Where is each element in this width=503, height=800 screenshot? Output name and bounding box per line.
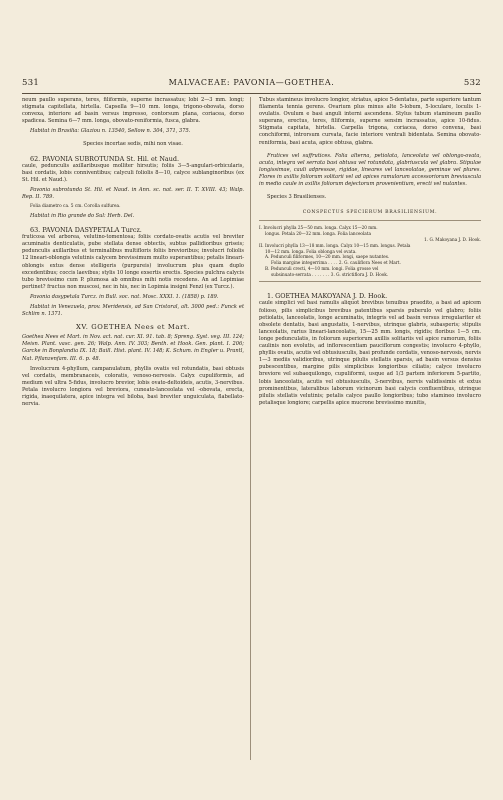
conspectus-line: A. Pedunculi filiformes, 10—20 mm. longi, saepe nutantes. bbox=[265, 254, 390, 260]
page-number-right: 532 bbox=[463, 78, 481, 88]
page-header bbox=[22, 78, 481, 90]
species-63-synonymy: Pavonia dasypetala Turcz. in Bull. soc. nat. Mosc. XXXI. 1. (1858) p. 189. bbox=[30, 293, 219, 300]
genus-involucrum-description: Involucrum 4-phyllum, campanulatum, phyllis ovatis vel rotundatis, basi obtusis vel cordatis, membranaceis, coloratis, venoso-nervosis. Calyx cupuliformis, ad medium vel ultra 5-fidus, involucro brevior, lobis ovato-deltoideis, acutis, 3-nervibus. Petala involucro longiora vel breviora, cuneato-lanceolata vel -obovata, erecta, rigida, inaequilatera, apice integra vel biloba, basi breviter unguiculata, flabellato-nervia. bbox=[22, 365, 244, 408]
column-divider bbox=[250, 97, 251, 760]
conspectus-line: Folia margine integerrima . . . . 2. G. cauliflora Nees et Mart. bbox=[271, 260, 401, 266]
page-number-left: 531 bbox=[22, 78, 40, 88]
left-column bbox=[22, 97, 244, 408]
conspectus-line: II. Involucri phylla 13—18 mm. longa. Calyx 10—15 mm. longus. Petala bbox=[259, 242, 411, 248]
conspectus-rule bbox=[259, 281, 481, 282]
species-62-heading: 62. PAVONIA SUBROTUNDA St. Hil. et Naud. bbox=[30, 154, 179, 163]
running-head: MALVACEAE: PAVONIA—GOETHEA. bbox=[168, 78, 335, 87]
genus-references: Goethea Nees et Mart. in Nov. act. nat. cur. XI. 91. tab. 8; Spreng. Syst. veg. III. 124; Meisn. Plant. vasc. gen. 26; Walp. Ann. IV. 303; Benth. et Hook. Gen. plant. I. 206; Garcke in Bonplandia IX. 18; Baill. Hist. plant. IV. 148; K. Schum. in Engler u. Prantl, Nat. Pflanzenfam. III. 6. p. 48. bbox=[22, 334, 244, 362]
conspectus-line: 1. G. Makoyana J. D. Hook. bbox=[424, 236, 481, 242]
conspectus-rule bbox=[259, 220, 481, 221]
species-62-description: caule, pedunculis axillaribusque molliter hirsutis; foliis 3—5-angulari-orbicularis, basi cordatis, lobis conniventibus; calyculi foliolis 8—10, calyce sublanginoribus (ex St. Hil. et Naud.). bbox=[22, 162, 244, 183]
right-column bbox=[259, 97, 481, 407]
species-1-description: caule simplici vel basi ramulis aliquot brevibus tenuibus praedito, a basi ad apicem folioso, pilis simplicibus brevibus patentibus sparsis puberulo vel glabro; foliis petiolatis, lanceolatis, longe acuminatis, integris vel ad basin versus irregulariter et obsolete dentatis, basi angustatis, 1-nervibus, utrinque glabris, subasperis; stipulis lanceolatis, rarius lineari-lanceolatis, 15—25 mm. longis, rigidis; floribus 1—5 cm. longe pedunculatis, in foliorum superiorum axillis solitariis vel apice ramorum, foliis caulinis non evolutis, ad inflorescentiam pauciflorum congestis; involucro 4-phyllo, phyllis ovatis, acutis vel obtusiusculis, basi profunde cordatis, venoso-nervosis, nervis 1—3 mediis validioribus, utrinque pilulis stellatis sparsis, ad basin versus densius pubescentibus, margine pilis simplicibus longioribus ciliatis; calyce involucro breviore vel subaequilongo, cupuliformi, usque ad 1/3 partem inferiorem 5-partito, lobis lanceolatis, acutis vel obtusiusculis, 3-nervibus, nervis validissimis et extus prominentibus, lateralibus laborum vicinorum basi calycis confluentibus, utrinque pilulis stellatis velutinis; petalis calyce paullo longioribus; tubo stamineo involucro petalisque longiore; carpellis apice mucrone brevissimo munitis, bbox=[259, 300, 482, 406]
habitat-note: Habitat in Venezuela, prov. Meridensis, ad San Cristoral, alt. 3000 ped.: Funck et Schlim n. 1371. bbox=[22, 303, 244, 318]
conspectus-line: 10—12 mm. longa. Folia oblonga vel ovata. bbox=[265, 248, 357, 254]
incertae-heading: Species incertae sedis, mihi non visae. bbox=[83, 141, 183, 148]
habitat-note: Habitat in Brasilia: Glaziou n. 13540, Sellow n. 304, 371, 375. bbox=[30, 128, 191, 135]
conspectus-line: I. Involucri phylla 25—50 mm. longa. Calyx 15—20 mm. bbox=[259, 225, 378, 231]
habitat-note: Habitat in Rio grande do Sul: Herb. Del. bbox=[30, 213, 135, 220]
species-62-note: Folia diametro ca. 5 cm. Corolla sulfurea. bbox=[30, 204, 121, 210]
conspectus-line: longus. Petala 20—32 mm. longa. Folia lanceolata bbox=[265, 231, 371, 237]
species-count: Species 3 Brasilienses. bbox=[267, 194, 327, 201]
conspectus-line: subsinuato-serrata . . . . . . . 3. G. strictiflora J. D. Hook. bbox=[271, 271, 389, 277]
genus-habit-description: Frutices vel suffrutices. Folia alterna, petiolata, lanceolata vel oblongo-ovata, acuta, integra vel serrata basi obtusa vel rotundata, glabriuscula vel glabra. Stipulae longissimae, cauli adpressae, rigidae, lineares vel lanceolatae, geminae vel plures. Flores in axillis foliorum solitarii vel ad apices ramulorum accessoriorum breviuscula in medio caule in axillis foliorum dejectorum provenientium, erecti vel nutantes. bbox=[259, 152, 481, 188]
species-62-synonymy: Pavonia subrotunda St. Hil. et Naud. in Ann. sc. nat. ser. II. T. XVIII. 43; Walp. Rep. II. 789. bbox=[22, 186, 244, 200]
conspectus-line: B. Pedunculi crecti, 4—10 mm. longi. Folia grosse vel bbox=[265, 265, 379, 271]
species-1-heading: 1. GOETHEA MAKOYANA J. D. Hook. bbox=[267, 292, 388, 301]
header-rule bbox=[22, 93, 481, 94]
genus-section-title: XV. GOETHEA Nees et Mart. bbox=[75, 323, 191, 332]
species-63-description: fruticosa vel arborea, velutino-tomentosa; foliis cordato-ovatis acutis vel breviter acuminatis denticulatis, pube stellata dense obtectis, subtus pallidioribus griseis; pedunculis axillaribus et terminalibus multifloris foliis brevioribus; involucri foliolis 12 lineari-oblongis velutinis calycem brevissimum multo superantibus; petalis lineari-oblongis extus dense stelligeris (purpureis) involucrum plus quam duplo excedentibus; coccis laevibus; stylis 10 longe exsertis erectis. Species pulchra calycis tubo brevissimo cum P. plumosa ab omnibus mihi notis recedens. An ad Lopimiae pertinet? fructus non muscosi, nec in his, nec in Lopimia insigni Fenzl (ex Turcz.). bbox=[22, 234, 244, 290]
intro-paragraph: neum paullo superans, teres, filiformis, superne incrassatus; lobi 2—3 mm. longi; stigmata capitellata, hirtella. Capsella 9—10 mm. longa, trigono-obovata, dorso convexa, interiore ad basin versus impresso, contorsum plana, coriacea, dorso spadicea. Semina 6—7 mm. longa, obovato-reniformia, fusca, glabra. bbox=[22, 97, 244, 125]
genus-tubus-description: Tubus stamineus involucro longior, striatus, apice 5-dentatus, parte superiore tantum filamenta tennia gerens. Ovarium plus minus alte 5-lobum, 5-loculare, loculis 1-ovulatis. Ovulum e basi anguli interni ascendens. Stylus tubum stamineum paullo superans, erectus, teres, filiformis, superne sensim incrassatus, apice 10-fidus. Stigmata capitata, hirtella. Carpella trigona, coriacea, dorso convexa, basi conchiformi, introrsum curvata, facie interiore ventrali bidentata. Semina obovato-reniformia, basi acuta, apice obtusa, glabra. bbox=[259, 97, 481, 146]
conspectus-title: CONSPECTUS SPECIERUM BRASILIENSIUM. bbox=[302, 210, 438, 216]
species-63-heading: 63. PAVONIA DASYPETALA Turcz. bbox=[30, 226, 142, 235]
